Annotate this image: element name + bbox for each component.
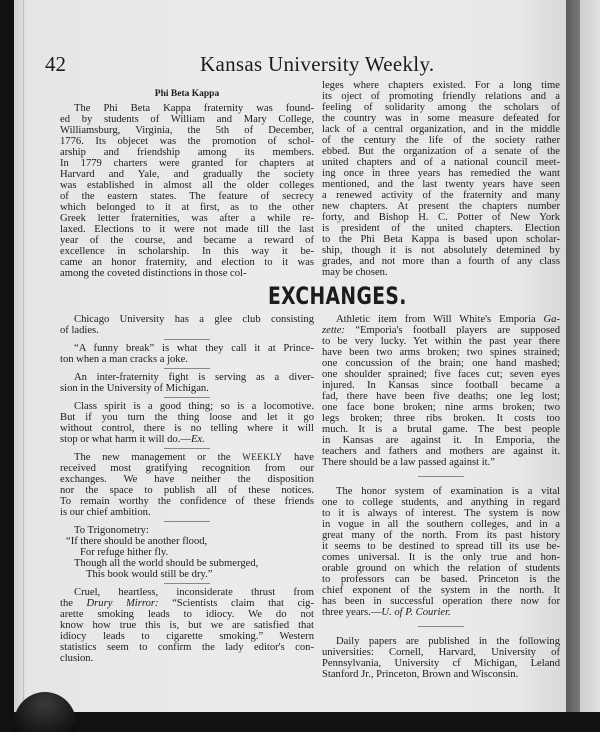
text-line [322, 325, 560, 336]
text-line [60, 463, 314, 474]
text-run: in Kansas are against it. In Emporia, the [322, 435, 560, 446]
text-line [60, 587, 314, 598]
text-line: is president of the united chapters. Election [322, 223, 560, 234]
text-line: 1776. Its objecet was the promotion of schol- [60, 136, 314, 147]
text-line: its oject of promoting friendly relations and a [322, 91, 560, 102]
text-line [322, 585, 560, 596]
text-line [60, 412, 314, 423]
text-line: arship and friendship among its members. [60, 147, 314, 158]
text-line: year of the course, and became a reward of [60, 235, 314, 246]
text-line [60, 434, 314, 445]
text-line: leges where chapters existed. For a long time [322, 80, 560, 91]
text-line [322, 669, 560, 680]
running-title: Kansas University Weekly. [200, 52, 435, 76]
text-line [60, 485, 314, 496]
text-line [322, 314, 560, 325]
text-line [60, 496, 314, 507]
text-line [60, 609, 314, 620]
text-line [60, 474, 314, 485]
text-run: to it is always of interest. The system is now [322, 508, 560, 519]
text-line: united chapters and of a national council meet- [322, 157, 560, 168]
text-line: feeling of solidarity among the scholars of [322, 102, 560, 113]
text-line [60, 631, 314, 642]
exchange-item [60, 401, 314, 445]
italic-text: Drury Mirror: [86, 598, 159, 609]
text-run: “Scientists claim that cig- [158, 598, 314, 609]
text-line [322, 369, 560, 380]
text-line [60, 536, 314, 547]
text-run: “If there should be another flood, [66, 536, 208, 547]
text-line [60, 558, 314, 569]
poem [60, 525, 314, 580]
text-line [322, 457, 560, 468]
text-line: grades, and not more than a fourth of any class [322, 256, 560, 267]
text-line [60, 642, 314, 653]
text-line: a renewed activity of the fraternity and many [322, 190, 560, 201]
text-run: fad, there have been five deaths; one leg lost; [322, 391, 560, 402]
text-line: may be chosen. [322, 267, 388, 278]
text-line [322, 424, 560, 435]
text-line [322, 347, 560, 358]
text-line: Harvard and Yale, and gradually the society [60, 169, 314, 180]
separator-rule [164, 583, 210, 584]
text-run: This book would still be dry.” [86, 569, 213, 580]
text-run: one face bone broken; nine arms broken; two [322, 402, 560, 413]
text-run: Cruel, heartless, inconsiderate thrust from [74, 587, 314, 598]
exchange-item [322, 314, 560, 468]
italic-text: zette: [322, 325, 345, 336]
text-line [322, 647, 560, 658]
exchange-item [322, 636, 560, 680]
text-line [322, 435, 560, 446]
text-run: “A funny break” is what they call it at Prince- [74, 343, 314, 354]
text-run: legs broken; three ribs broken. It costs too [322, 413, 560, 424]
text-run: without control, there is no telling where it will [60, 423, 314, 434]
text-line: of the century the life of the society rather [322, 135, 560, 146]
text-run: one shoulder sprained; five faces cut; seven eyes [322, 369, 560, 380]
text-line [60, 569, 314, 580]
text-line [322, 402, 560, 413]
exchange-item [322, 486, 560, 618]
text-line [322, 519, 560, 530]
text-run: exchanges. We have neither the disposition [60, 474, 314, 485]
text-line: excellence in scholarship. In this way it be- [60, 246, 314, 257]
text-run: the [60, 598, 87, 609]
binding-shadow [566, 0, 580, 712]
exchanges-column-left [60, 314, 314, 664]
text-line: ed by students of William and Mary College, [60, 114, 314, 125]
paragraph [322, 80, 560, 278]
italic-text: Ga- [543, 314, 560, 325]
text-run: sion in the University of Michigan. [60, 383, 209, 394]
exchange-item [60, 452, 314, 518]
text-run: An inter-fraternity fight is serving as a diver- [74, 372, 314, 383]
text-line [322, 607, 560, 618]
page-number: 42 [45, 52, 66, 76]
text-line [60, 354, 314, 365]
text-run: The honor system of examination is a vital [336, 486, 560, 497]
text-line: Greek letter fraternities, was after a while re- [60, 213, 314, 224]
exchange-item [60, 587, 314, 664]
text-run: stop or what harm it will do.— [60, 434, 191, 445]
text-run: have [282, 452, 314, 463]
text-run: three years.— [322, 607, 382, 618]
separator-rule [164, 448, 210, 449]
text-line [60, 314, 314, 325]
exchanges-column-right [322, 314, 560, 680]
text-run: one to college students, and anything in regard [322, 497, 560, 508]
text-run: To Trigonometry: [74, 525, 149, 536]
text-run: The new management or the [74, 452, 243, 463]
text-line [322, 508, 560, 519]
text-run: Chicago University has a glee club consisting [74, 314, 314, 325]
text-line [60, 525, 314, 536]
italic-text: Ex. [190, 434, 205, 445]
text-line [322, 446, 560, 457]
text-line [60, 620, 314, 631]
text-run: know how true this is, but we are satisfied that [60, 620, 314, 631]
text-line [322, 552, 560, 563]
text-line [322, 413, 560, 424]
text-run: idiocy leads to cigarette smoking.” Western [60, 631, 314, 642]
exchange-item [60, 372, 314, 394]
text-line: In 1779 charters were granted for chapters at [60, 158, 314, 169]
text-run: to professors can be based. Princeton is the [322, 574, 560, 585]
text-run: Stanford Jr., Princeton, Brown and Wisconsin. [322, 669, 519, 680]
text-line [322, 563, 560, 574]
text-line: ship, though it is not absolutely detemined by [322, 245, 560, 256]
text-line [322, 336, 560, 347]
text-line [60, 372, 314, 383]
text-run: it seems to be destined to spread till its use be- [322, 541, 560, 552]
separator-rule [164, 397, 210, 398]
text-run: orable ground on which the relation of students [322, 563, 560, 574]
exchange-item [60, 343, 314, 365]
text-run: Though all the world should be submerged, [74, 558, 259, 569]
text-run: teachers and fathers and mothers are against it. [322, 446, 560, 457]
text-run: injured. In Kansas since football became a [322, 380, 560, 391]
text-run: in vogue in all the southern colleges, and in a [322, 519, 560, 530]
text-line [60, 401, 314, 412]
article-heading: Phi Beta Kappa [154, 89, 220, 99]
text-run: nor the space to publish all of these notices. [60, 485, 314, 496]
text-line: laxed. Elections to it were not made till the last [60, 224, 314, 235]
text-line: ing once in three years has remedied the want [322, 168, 560, 179]
text-line [322, 636, 560, 647]
text-run: is our chief ambition. [60, 507, 151, 518]
text-line: which belonged to it at first, as to the other [60, 202, 314, 213]
text-line [60, 598, 314, 609]
exchange-item [60, 314, 314, 336]
text-line [322, 541, 560, 552]
text-line [60, 343, 314, 354]
text-line: ebbed. But the organization of a senate of the [322, 146, 560, 157]
text-line [322, 530, 560, 541]
text-run: much. It is a brutal game. The best people [322, 424, 560, 435]
paragraph [60, 103, 314, 279]
text-line: The Phi Beta Kappa fraternity was found- [74, 103, 314, 114]
text-line: new chapters. At present the chapters number [322, 201, 560, 212]
text-run: universities: Cornell, Harvard, University of [322, 647, 560, 658]
text-run: one concussion of the brain; one hand mashed; [322, 358, 560, 369]
text-run: Daily papers are published in the following [336, 636, 560, 647]
text-line [322, 497, 560, 508]
italic-text: U. of P. Courier. [381, 607, 451, 618]
text-run: comes universal. It is the only true and hon- [322, 552, 560, 563]
article-column-right [322, 80, 560, 278]
text-line [60, 452, 314, 463]
text-run: great many of the north. From its past history [322, 530, 560, 541]
text-run: But if you turn the thing loose and let it go [60, 412, 314, 423]
text-run: To remain worthy the confidence of these friends [60, 496, 314, 507]
text-line [322, 658, 560, 669]
text-line: was established in almost all the older colleges [60, 180, 314, 191]
text-line [322, 358, 560, 369]
separator-rule [164, 521, 210, 522]
next-page-edge [580, 0, 600, 712]
text-run: ton when a man cracks a joke. [60, 354, 188, 365]
text-line: forty, and Bishop H. C. Potter of New York [322, 212, 560, 223]
text-line [60, 383, 314, 394]
text-line [60, 547, 314, 558]
text-line [322, 391, 560, 402]
text-run: arette smoking leads to idiocy. We do not [60, 609, 314, 620]
text-line [322, 380, 560, 391]
text-line [60, 423, 314, 434]
text-run: For refuge hither fly. [80, 547, 169, 558]
text-line: lack of a central organization, and in the middle [322, 124, 560, 135]
text-line: of the eastern states. The feature of secrecy [60, 191, 314, 202]
text-run: to be very lucky. Yet within the past year there [322, 336, 560, 347]
section-heading-exchanges: EXCHANGES. [268, 282, 407, 310]
text-run: received most gratifying recognition from our [60, 463, 314, 474]
text-run: Class spirit is a good thing; so is a locomotive. [74, 401, 314, 412]
text-run: has been in successful operation there now for [322, 596, 560, 607]
text-run: have been two arms broken; two spines strained; [322, 347, 560, 358]
text-run: “Emporia's football players are supposed [344, 325, 560, 336]
text-line [60, 507, 314, 518]
text-line [322, 486, 560, 497]
text-line: came an honor fraternity, and election to it was [60, 257, 314, 268]
text-run: statistics seem to confirm the lady editor's con- [60, 642, 314, 653]
text-line: the country was in some measure defeated for [322, 113, 560, 124]
text-run: chief exponent of the system in the north. It [322, 585, 560, 596]
text-line [322, 596, 560, 607]
text-line [322, 574, 560, 585]
text-line [60, 653, 314, 664]
small-caps-text: WEEKLY [242, 452, 283, 462]
text-run: clusion. [60, 653, 94, 664]
text-line: among the coveted distinctions in those col- [60, 268, 247, 279]
separator-rule [418, 476, 464, 477]
text-run: There should be a law passed against it.” [322, 457, 495, 468]
separator-rule [164, 339, 210, 340]
text-run: Athletic item from Will White's Emporia [336, 314, 544, 325]
text-line: mentioned, and the last twenty years have seen [322, 179, 560, 190]
text-line [60, 325, 314, 336]
text-run: Pennsylvania, University cf Michigan, Leland [322, 658, 560, 669]
text-line: to the Phi Beta Kappa is based upon scholar- [322, 234, 560, 245]
article-column-left [60, 103, 314, 279]
separator-rule [418, 626, 464, 627]
text-line: Williamsburg, Virginia, the 5th of December, [60, 125, 314, 136]
separator-rule [164, 368, 210, 369]
page-fold-line [23, 0, 24, 712]
text-run: of ladies. [60, 325, 99, 336]
